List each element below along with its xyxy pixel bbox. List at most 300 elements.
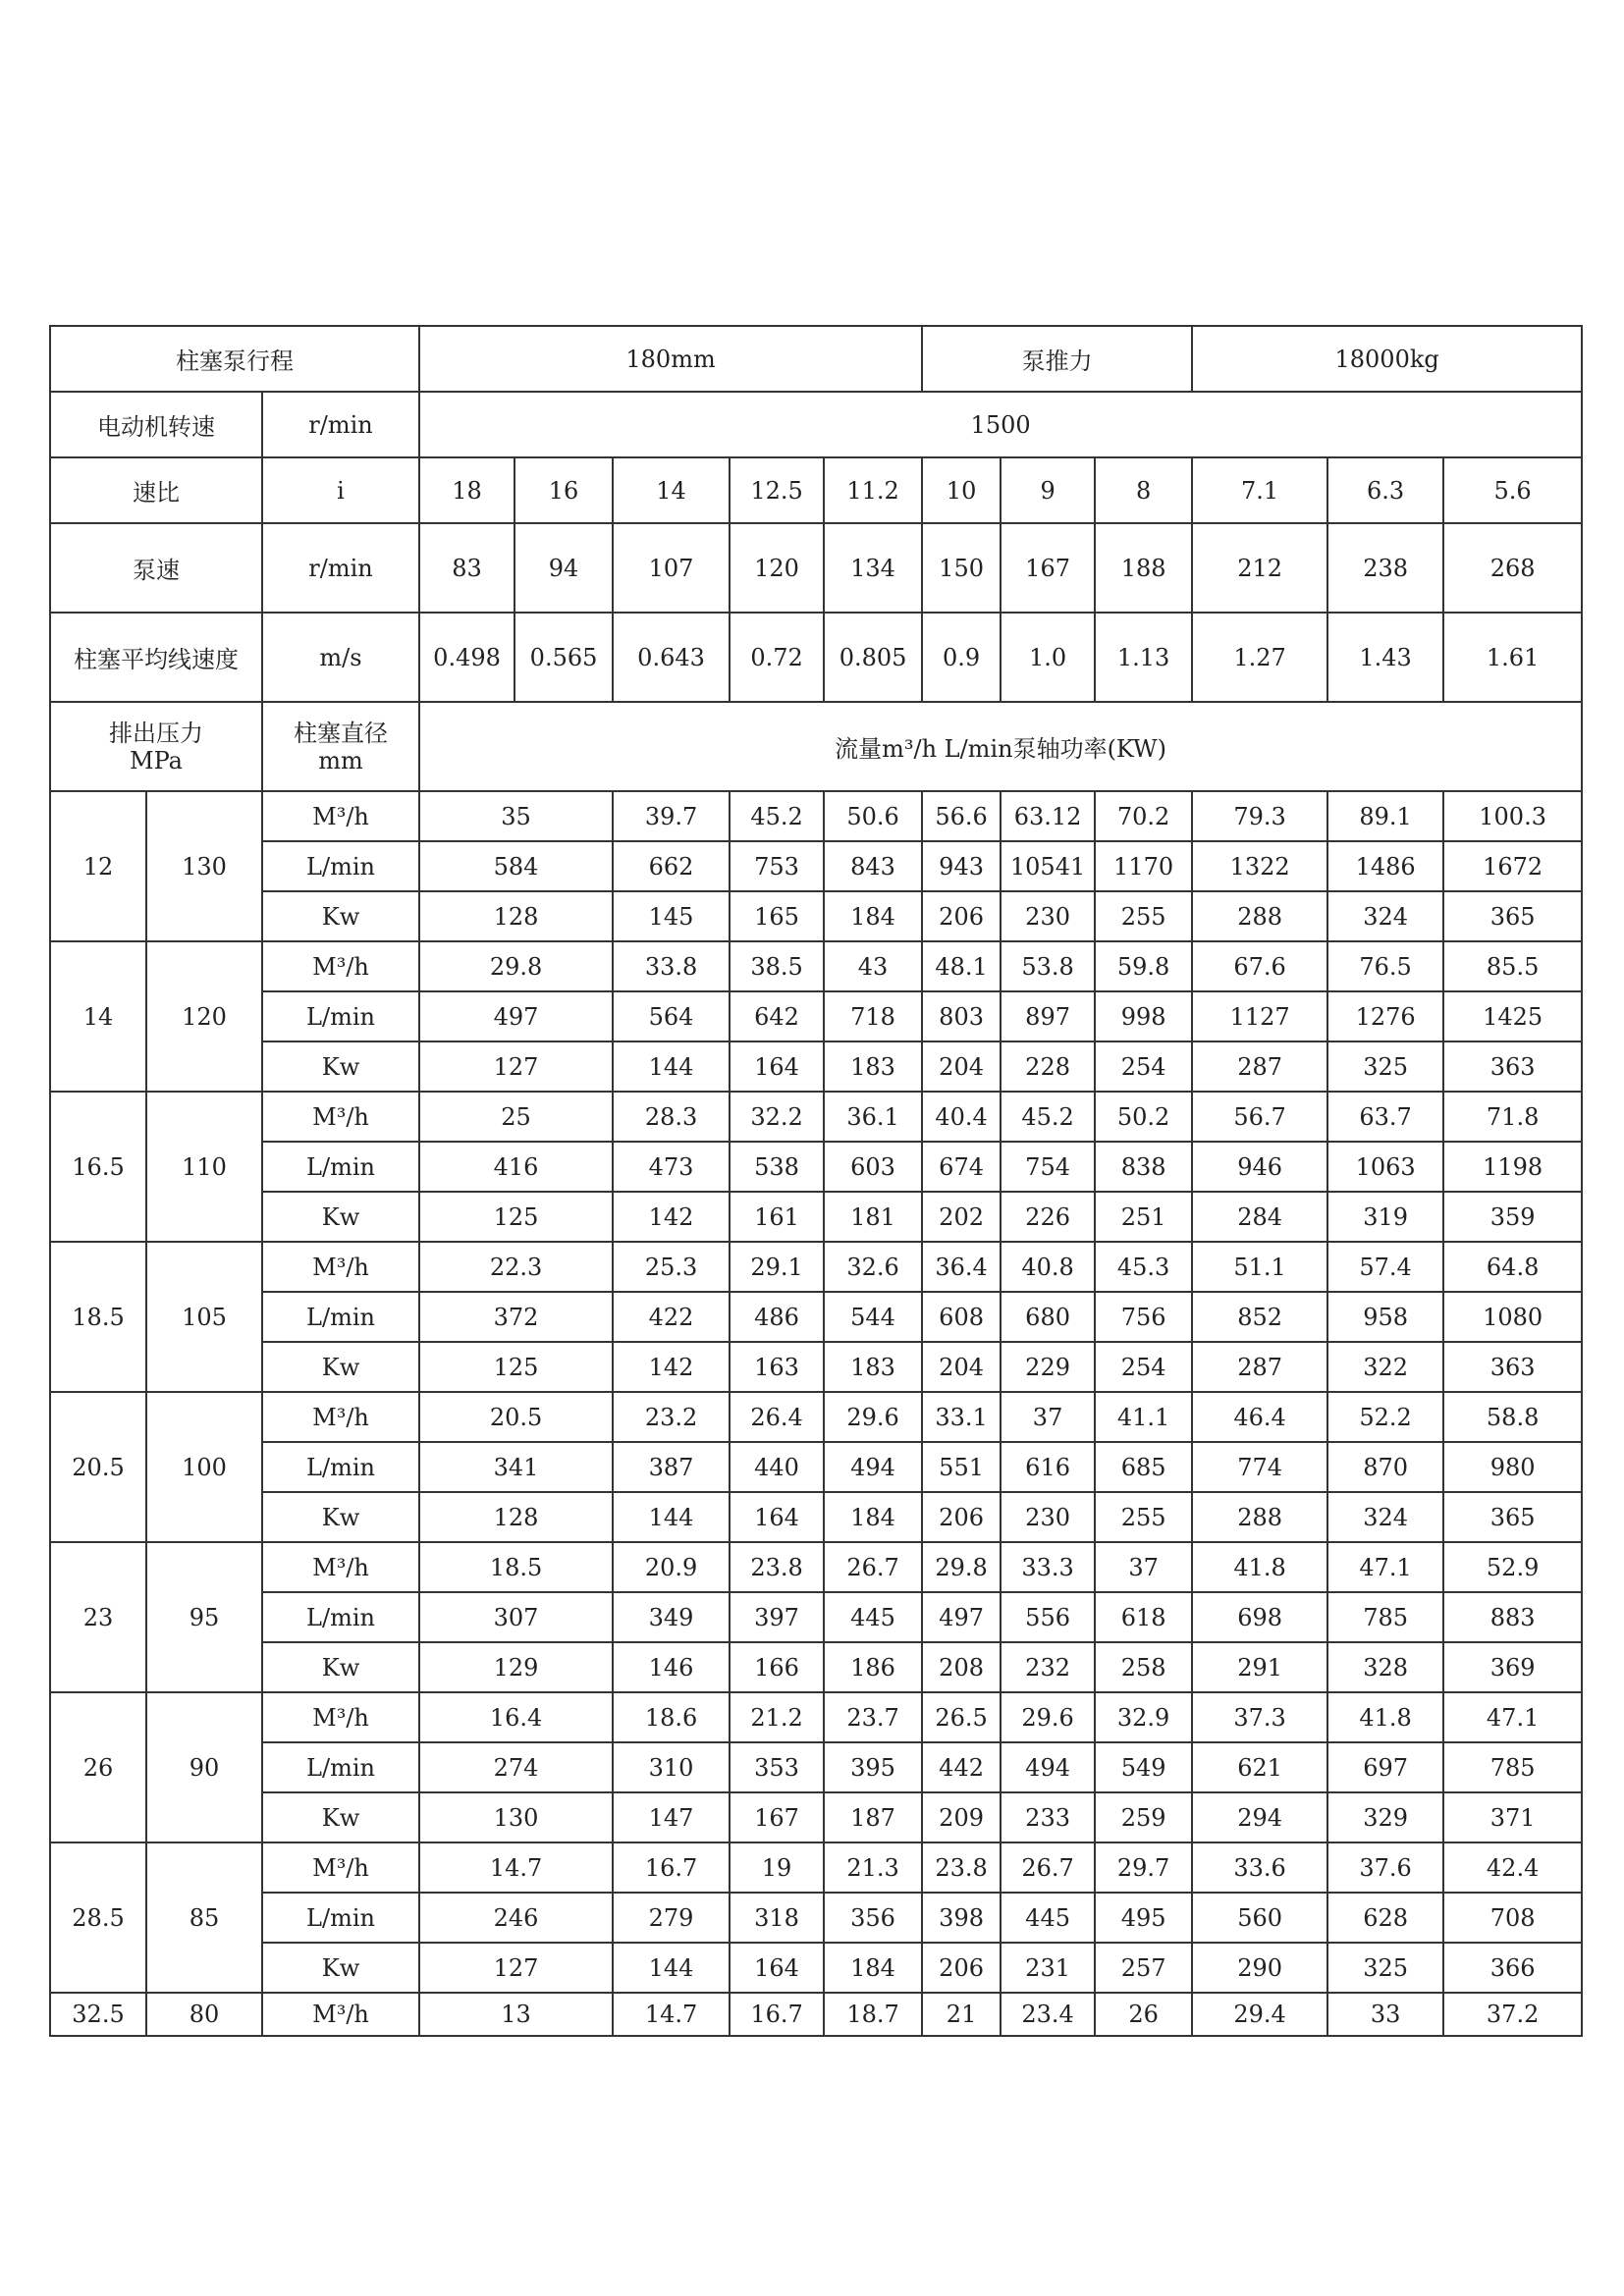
data-cell: 497 — [922, 1592, 1001, 1642]
data-cell: 288 — [1192, 1492, 1327, 1542]
data-cell: 144 — [613, 1943, 730, 1993]
row-unit: L/min — [262, 1442, 419, 1492]
table-row — [50, 1192, 1582, 1242]
data-cell: 202 — [922, 1192, 1001, 1242]
row-unit: Kw — [262, 891, 419, 941]
data-cell: 100.3 — [1443, 791, 1582, 841]
data-cell: 25 — [419, 1092, 613, 1142]
diameter-label — [262, 702, 419, 791]
plunger-speed-value: 1.13 — [1095, 613, 1192, 702]
data-cell: 258 — [1095, 1642, 1192, 1692]
ratio-value: 7.1 — [1192, 457, 1327, 523]
pressure-value: 28.5 — [50, 1842, 146, 1993]
data-cell: 495 — [1095, 1893, 1192, 1943]
data-cell: 41.8 — [1327, 1692, 1443, 1742]
diameter-label-line1: 柱塞直径 — [294, 719, 389, 747]
thrust-value: 18000kg — [1192, 326, 1582, 392]
data-cell: 25.3 — [613, 1242, 730, 1292]
data-cell: 45.2 — [1001, 1092, 1095, 1142]
table-row — [50, 1642, 1582, 1692]
data-cell: 287 — [1192, 1041, 1327, 1092]
data-cell: 322 — [1327, 1342, 1443, 1392]
pump-speed-value: 107 — [613, 523, 730, 613]
data-cell: 560 — [1192, 1893, 1327, 1943]
data-cell: 29.4 — [1192, 1993, 1327, 2036]
pressure-value: 23 — [50, 1542, 146, 1692]
data-cell: 32.9 — [1095, 1692, 1192, 1742]
data-cell: 279 — [613, 1893, 730, 1943]
data-cell: 209 — [922, 1792, 1001, 1842]
data-cell: 183 — [824, 1342, 922, 1392]
data-cell: 29.6 — [1001, 1692, 1095, 1742]
flow-header-row — [50, 702, 1582, 791]
diameter-value: 120 — [146, 941, 262, 1092]
ratio-value: 6.3 — [1327, 457, 1443, 523]
table-row — [50, 1041, 1582, 1092]
table-row — [50, 841, 1582, 891]
table-row — [50, 891, 1582, 941]
data-cell: 538 — [730, 1142, 824, 1192]
data-cell: 89.1 — [1327, 791, 1443, 841]
thrust-label: 泵推力 — [922, 326, 1192, 392]
diameter-value: 100 — [146, 1392, 262, 1542]
data-cell: 161 — [730, 1192, 824, 1242]
data-cell: 387 — [613, 1442, 730, 1492]
data-cell: 232 — [1001, 1642, 1095, 1692]
data-cell: 870 — [1327, 1442, 1443, 1492]
plunger-speed-value: 1.0 — [1001, 613, 1095, 702]
ratio-value: 12.5 — [730, 457, 824, 523]
data-cell: 183 — [824, 1041, 922, 1092]
diameter-value: 90 — [146, 1692, 262, 1842]
data-cell: 284 — [1192, 1192, 1327, 1242]
data-cell: 70.2 — [1095, 791, 1192, 841]
row-unit: L/min — [262, 991, 419, 1041]
data-cell: 621 — [1192, 1742, 1327, 1792]
data-cell: 37 — [1001, 1392, 1095, 1442]
data-cell: 287 — [1192, 1342, 1327, 1392]
data-cell: 229 — [1001, 1342, 1095, 1392]
data-cell: 50.2 — [1095, 1092, 1192, 1142]
data-cell: 26.7 — [1001, 1842, 1095, 1893]
data-cell: 33.8 — [613, 941, 730, 991]
motor-speed-label: 电动机转速 — [50, 392, 262, 457]
data-cell: 184 — [824, 1943, 922, 1993]
diameter-value: 85 — [146, 1842, 262, 1993]
row-unit: M³/h — [262, 1692, 419, 1742]
data-cell: 37.6 — [1327, 1842, 1443, 1893]
data-cell: 146 — [613, 1642, 730, 1692]
data-cell: 803 — [922, 991, 1001, 1041]
data-cell: 642 — [730, 991, 824, 1041]
ratio-value: 9 — [1001, 457, 1095, 523]
data-cell: 76.5 — [1327, 941, 1443, 991]
data-cell: 164 — [730, 1492, 824, 1542]
data-cell: 18.5 — [419, 1542, 613, 1592]
ratio-value: 14 — [613, 457, 730, 523]
data-cell: 1127 — [1192, 991, 1327, 1041]
data-cell: 422 — [613, 1292, 730, 1342]
data-cell: 204 — [922, 1041, 1001, 1092]
data-cell: 125 — [419, 1342, 613, 1392]
table-row — [50, 1592, 1582, 1642]
data-cell: 1198 — [1443, 1142, 1582, 1192]
data-cell: 288 — [1192, 891, 1327, 941]
data-cell: 35 — [419, 791, 613, 841]
data-cell: 63.7 — [1327, 1092, 1443, 1142]
data-cell: 64.8 — [1443, 1242, 1582, 1292]
row-unit: M³/h — [262, 941, 419, 991]
pressure-value: 32.5 — [50, 1993, 146, 2036]
row-unit: M³/h — [262, 1542, 419, 1592]
plunger-speed-label: 柱塞平均线速度 — [50, 613, 262, 702]
data-cell: 883 — [1443, 1592, 1582, 1642]
data-cell: 662 — [613, 841, 730, 891]
diameter-value: 110 — [146, 1092, 262, 1242]
pump-speed-value: 167 — [1001, 523, 1095, 613]
data-cell: 341 — [419, 1442, 613, 1492]
plunger-speed-value: 1.27 — [1192, 613, 1327, 702]
data-cell: 958 — [1327, 1292, 1443, 1342]
data-cell: 186 — [824, 1642, 922, 1692]
data-cell: 45.3 — [1095, 1242, 1192, 1292]
pressure-value: 12 — [50, 791, 146, 941]
row-unit: Kw — [262, 1492, 419, 1542]
data-cell: 1170 — [1095, 841, 1192, 891]
data-cell: 184 — [824, 1492, 922, 1542]
plunger-speed-value: 1.61 — [1443, 613, 1582, 702]
pressure-value: 26 — [50, 1692, 146, 1842]
data-cell: 26.4 — [730, 1392, 824, 1442]
data-cell: 145 — [613, 891, 730, 941]
data-cell: 23.2 — [613, 1392, 730, 1442]
data-cell: 43 — [824, 941, 922, 991]
data-cell: 363 — [1443, 1342, 1582, 1392]
data-cell: 79.3 — [1192, 791, 1327, 841]
data-cell: 208 — [922, 1642, 1001, 1692]
data-cell: 255 — [1095, 891, 1192, 941]
data-cell: 324 — [1327, 1492, 1443, 1542]
data-cell: 33.1 — [922, 1392, 1001, 1442]
data-cell: 36.1 — [824, 1092, 922, 1142]
data-cell: 13 — [419, 1993, 613, 2036]
data-cell: 897 — [1001, 991, 1095, 1041]
data-cell: 20.9 — [613, 1542, 730, 1592]
ratio-row — [50, 457, 1582, 523]
data-cell: 843 — [824, 841, 922, 891]
plunger-speed-value: 0.498 — [419, 613, 514, 702]
plunger-speed-value: 0.72 — [730, 613, 824, 702]
pressure-value: 20.5 — [50, 1392, 146, 1542]
data-cell: 40.8 — [1001, 1242, 1095, 1292]
pump-speed-value: 212 — [1192, 523, 1327, 613]
table-row — [50, 1742, 1582, 1792]
plunger-speed-value: 0.805 — [824, 613, 922, 702]
table-row — [50, 1792, 1582, 1842]
data-cell: 45.2 — [730, 791, 824, 841]
data-cell: 33.6 — [1192, 1842, 1327, 1893]
data-cell: 125 — [419, 1192, 613, 1242]
data-cell: 147 — [613, 1792, 730, 1842]
data-cell: 608 — [922, 1292, 1001, 1342]
data-cell: 142 — [613, 1342, 730, 1392]
data-cell: 329 — [1327, 1792, 1443, 1842]
data-cell: 56.7 — [1192, 1092, 1327, 1142]
data-cell: 356 — [824, 1893, 922, 1943]
data-cell: 37 — [1095, 1542, 1192, 1592]
data-cell: 142 — [613, 1192, 730, 1242]
pump-speed-value: 188 — [1095, 523, 1192, 613]
data-cell: 442 — [922, 1742, 1001, 1792]
data-cell: 1486 — [1327, 841, 1443, 891]
diameter-value: 130 — [146, 791, 262, 941]
data-cell: 718 — [824, 991, 922, 1041]
data-cell: 674 — [922, 1142, 1001, 1192]
data-cell: 556 — [1001, 1592, 1095, 1642]
row-unit: L/min — [262, 1592, 419, 1642]
data-cell: 946 — [1192, 1142, 1327, 1192]
data-cell: 14.7 — [613, 1993, 730, 2036]
data-cell: 36.4 — [922, 1242, 1001, 1292]
data-cell: 1672 — [1443, 841, 1582, 891]
data-cell: 1425 — [1443, 991, 1582, 1041]
data-cell: 838 — [1095, 1142, 1192, 1192]
data-cell: 697 — [1327, 1742, 1443, 1792]
data-cell: 998 — [1095, 991, 1192, 1041]
data-cell: 319 — [1327, 1192, 1443, 1242]
diameter-value: 105 — [146, 1242, 262, 1392]
data-cell: 369 — [1443, 1642, 1582, 1692]
data-cell: 128 — [419, 1492, 613, 1542]
data-cell: 19 — [730, 1842, 824, 1893]
data-cell: 494 — [1001, 1742, 1095, 1792]
diameter-label-line2: mm — [318, 746, 363, 774]
row-unit: L/min — [262, 1742, 419, 1792]
row-unit: M³/h — [262, 1092, 419, 1142]
plunger-speed-value: 0.565 — [514, 613, 613, 702]
data-cell: 16.7 — [613, 1842, 730, 1893]
data-cell: 328 — [1327, 1642, 1443, 1692]
data-cell: 318 — [730, 1893, 824, 1943]
data-cell: 371 — [1443, 1792, 1582, 1842]
data-cell: 349 — [613, 1592, 730, 1642]
stroke-label: 柱塞泵行程 — [50, 326, 419, 392]
data-cell: 549 — [1095, 1742, 1192, 1792]
pressure-label-line2: MPa — [130, 746, 183, 774]
data-cell: 204 — [922, 1342, 1001, 1392]
table-row — [50, 1342, 1582, 1392]
data-cell: 29.8 — [419, 941, 613, 991]
data-cell: 33 — [1327, 1993, 1443, 2036]
table-row — [50, 1142, 1582, 1192]
data-cell: 416 — [419, 1142, 613, 1192]
data-cell: 290 — [1192, 1943, 1327, 1993]
data-cell: 228 — [1001, 1041, 1095, 1092]
row-unit: Kw — [262, 1041, 419, 1092]
ratio-value: 11.2 — [824, 457, 922, 523]
data-cell: 353 — [730, 1742, 824, 1792]
data-cell: 28.3 — [613, 1092, 730, 1142]
data-cell: 48.1 — [922, 941, 1001, 991]
data-cell: 365 — [1443, 1492, 1582, 1542]
motor-speed-row — [50, 392, 1582, 457]
row-unit: M³/h — [262, 1842, 419, 1893]
data-cell: 564 — [613, 991, 730, 1041]
table-row — [50, 1993, 1582, 2036]
data-cell: 1276 — [1327, 991, 1443, 1041]
ratio-value: 18 — [419, 457, 514, 523]
data-cell: 42.4 — [1443, 1842, 1582, 1893]
pump-speed-value: 83 — [419, 523, 514, 613]
data-cell: 445 — [1001, 1893, 1095, 1943]
table-row — [50, 1542, 1582, 1592]
data-cell: 26 — [1095, 1993, 1192, 2036]
data-cell: 680 — [1001, 1292, 1095, 1342]
row-unit: M³/h — [262, 1242, 419, 1292]
row-unit: M³/h — [262, 1392, 419, 1442]
data-cell: 445 — [824, 1592, 922, 1642]
data-cell: 184 — [824, 891, 922, 941]
data-cell: 163 — [730, 1342, 824, 1392]
row-unit: L/min — [262, 1893, 419, 1943]
table-row — [50, 1943, 1582, 1993]
data-cell: 544 — [824, 1292, 922, 1342]
stroke-row — [50, 326, 1582, 392]
data-cell: 16.4 — [419, 1692, 613, 1742]
motor-speed-unit: r/min — [262, 392, 419, 457]
data-cell: 603 — [824, 1142, 922, 1192]
data-cell: 398 — [922, 1893, 1001, 1943]
data-cell: 708 — [1443, 1893, 1582, 1943]
data-cell: 698 — [1192, 1592, 1327, 1642]
data-cell: 259 — [1095, 1792, 1192, 1842]
table-row — [50, 1092, 1582, 1142]
data-cell: 23.4 — [1001, 1993, 1095, 2036]
data-cell: 359 — [1443, 1192, 1582, 1242]
data-cell: 29.6 — [824, 1392, 922, 1442]
data-cell: 274 — [419, 1742, 613, 1792]
diameter-value: 80 — [146, 1993, 262, 2036]
data-cell: 254 — [1095, 1041, 1192, 1092]
data-cell: 1063 — [1327, 1142, 1443, 1192]
data-cell: 166 — [730, 1642, 824, 1692]
data-cell: 41.8 — [1192, 1542, 1327, 1592]
data-cell: 255 — [1095, 1492, 1192, 1542]
data-cell: 366 — [1443, 1943, 1582, 1993]
table-row — [50, 1692, 1582, 1742]
data-cell: 57.4 — [1327, 1242, 1443, 1292]
ratio-value: 10 — [922, 457, 1001, 523]
data-cell: 144 — [613, 1492, 730, 1542]
data-cell: 685 — [1095, 1442, 1192, 1492]
row-unit: L/min — [262, 1142, 419, 1192]
data-cell: 127 — [419, 1943, 613, 1993]
plunger-speed-unit: m/s — [262, 613, 419, 702]
diameter-value: 95 — [146, 1542, 262, 1692]
data-cell: 21.3 — [824, 1842, 922, 1893]
data-cell: 181 — [824, 1192, 922, 1242]
data-cell: 206 — [922, 1492, 1001, 1542]
data-cell: 10541 — [1001, 841, 1095, 891]
data-cell: 59.8 — [1095, 941, 1192, 991]
data-cell: 29.7 — [1095, 1842, 1192, 1893]
data-cell: 21.2 — [730, 1692, 824, 1742]
data-cell: 753 — [730, 841, 824, 891]
data-cell: 980 — [1443, 1442, 1582, 1492]
row-unit: Kw — [262, 1943, 419, 1993]
table-row — [50, 1292, 1582, 1342]
data-cell: 63.12 — [1001, 791, 1095, 841]
pump-speed-row — [50, 523, 1582, 613]
data-cell: 754 — [1001, 1142, 1095, 1192]
table-row — [50, 791, 1582, 841]
data-cell: 785 — [1327, 1592, 1443, 1642]
data-cell: 164 — [730, 1041, 824, 1092]
data-cell: 144 — [613, 1041, 730, 1092]
motor-speed-value: 1500 — [419, 392, 1582, 457]
pump-speed-label: 泵速 — [50, 523, 262, 613]
plunger-speed-value: 0.643 — [613, 613, 730, 702]
data-cell: 584 — [419, 841, 613, 891]
data-cell: 29.1 — [730, 1242, 824, 1292]
pump-speed-value: 238 — [1327, 523, 1443, 613]
data-cell: 852 — [1192, 1292, 1327, 1342]
plunger-speed-row — [50, 613, 1582, 702]
data-cell: 46.4 — [1192, 1392, 1327, 1442]
data-cell: 29.8 — [922, 1542, 1001, 1592]
plunger-speed-value: 0.9 — [922, 613, 1001, 702]
data-cell: 365 — [1443, 891, 1582, 941]
row-unit: M³/h — [262, 791, 419, 841]
data-cell: 291 — [1192, 1642, 1327, 1692]
data-cell: 486 — [730, 1292, 824, 1342]
data-cell: 128 — [419, 891, 613, 941]
data-cell: 372 — [419, 1292, 613, 1342]
table-row — [50, 1442, 1582, 1492]
data-cell: 71.8 — [1443, 1092, 1582, 1142]
data-cell: 943 — [922, 841, 1001, 891]
data-cell: 52.9 — [1443, 1542, 1582, 1592]
table-row — [50, 1492, 1582, 1542]
row-unit: Kw — [262, 1192, 419, 1242]
table-row — [50, 1392, 1582, 1442]
flow-label: 流量m³/h L/min泵轴功率(KW) — [419, 702, 1582, 791]
table-row — [50, 941, 1582, 991]
table-row — [50, 1842, 1582, 1893]
data-cell: 85.5 — [1443, 941, 1582, 991]
data-cell: 756 — [1095, 1292, 1192, 1342]
data-cell: 618 — [1095, 1592, 1192, 1642]
data-cell: 32.2 — [730, 1092, 824, 1142]
plunger-speed-value: 1.43 — [1327, 613, 1443, 702]
data-cell: 47.1 — [1327, 1542, 1443, 1592]
pump-speed-value: 134 — [824, 523, 922, 613]
data-cell: 363 — [1443, 1041, 1582, 1092]
data-cell: 20.5 — [419, 1392, 613, 1442]
ratio-value: 5.6 — [1443, 457, 1582, 523]
data-cell: 22.3 — [419, 1242, 613, 1292]
row-unit: Kw — [262, 1642, 419, 1692]
data-cell: 251 — [1095, 1192, 1192, 1242]
pump-speed-unit: r/min — [262, 523, 419, 613]
table-row — [50, 1893, 1582, 1943]
data-cell: 230 — [1001, 1492, 1095, 1542]
data-cell: 40.4 — [922, 1092, 1001, 1142]
data-cell: 1322 — [1192, 841, 1327, 891]
data-cell: 395 — [824, 1742, 922, 1792]
pump-speed-value: 94 — [514, 523, 613, 613]
data-cell: 616 — [1001, 1442, 1095, 1492]
